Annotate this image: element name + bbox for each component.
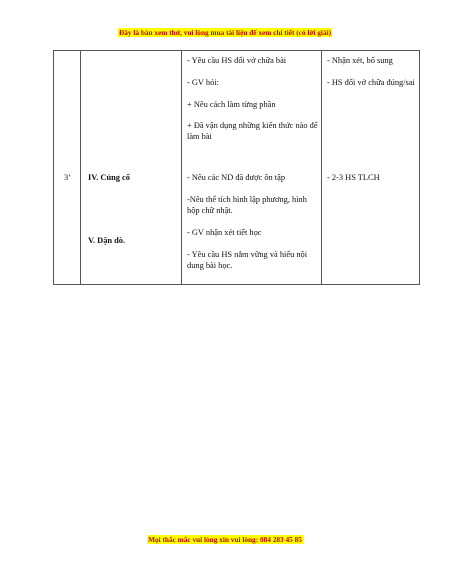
teacher-activities-cell [182, 51, 322, 285]
time-value: 3’ [64, 173, 71, 182]
student-line: - Nhận xét, bổ sung [327, 56, 393, 65]
section-consolidate: IV. Củng cố [88, 173, 130, 182]
student-line: - 2-3 HS TLCH [327, 173, 380, 182]
teacher-line: -Nêu thể tích hình lập phương, hình hộp chữ nhật. [187, 195, 307, 215]
preview-notice: Đây là bản xem thử, vui lòng mua tài liệu để xem chi tiết (có lời giải) [118, 28, 332, 37]
section-cell [81, 51, 182, 285]
table-row [54, 51, 420, 285]
time-cell [54, 51, 81, 285]
teacher-line: - Yêu cầu HS đổi vở chữa bài [187, 56, 287, 65]
student-activities-cell [322, 51, 420, 285]
teacher-line: - GV nhận xét tiết học [187, 228, 262, 237]
teacher-line: - Nêu các ND đã được ôn tập [187, 173, 286, 182]
teacher-line: + Nêu cách làm từng phần [187, 100, 276, 109]
contact-notice: Mọi thắc mắc vui lòng xin vui lòng: 084 283 45 85 [148, 535, 302, 544]
teacher-line: - Yêu cầu HS nắm vững và hiểu nội dung bài học. [187, 250, 308, 270]
section-homework: V. Dặn dò. [88, 236, 126, 245]
teacher-line: - GV hỏi: [187, 78, 219, 87]
teacher-line: + Đã vận dụng những kiến thức nào để làm bài [187, 121, 318, 141]
lesson-plan-table [53, 50, 420, 285]
student-line: - HS đổi vở chữa đúng/sai [327, 78, 415, 87]
